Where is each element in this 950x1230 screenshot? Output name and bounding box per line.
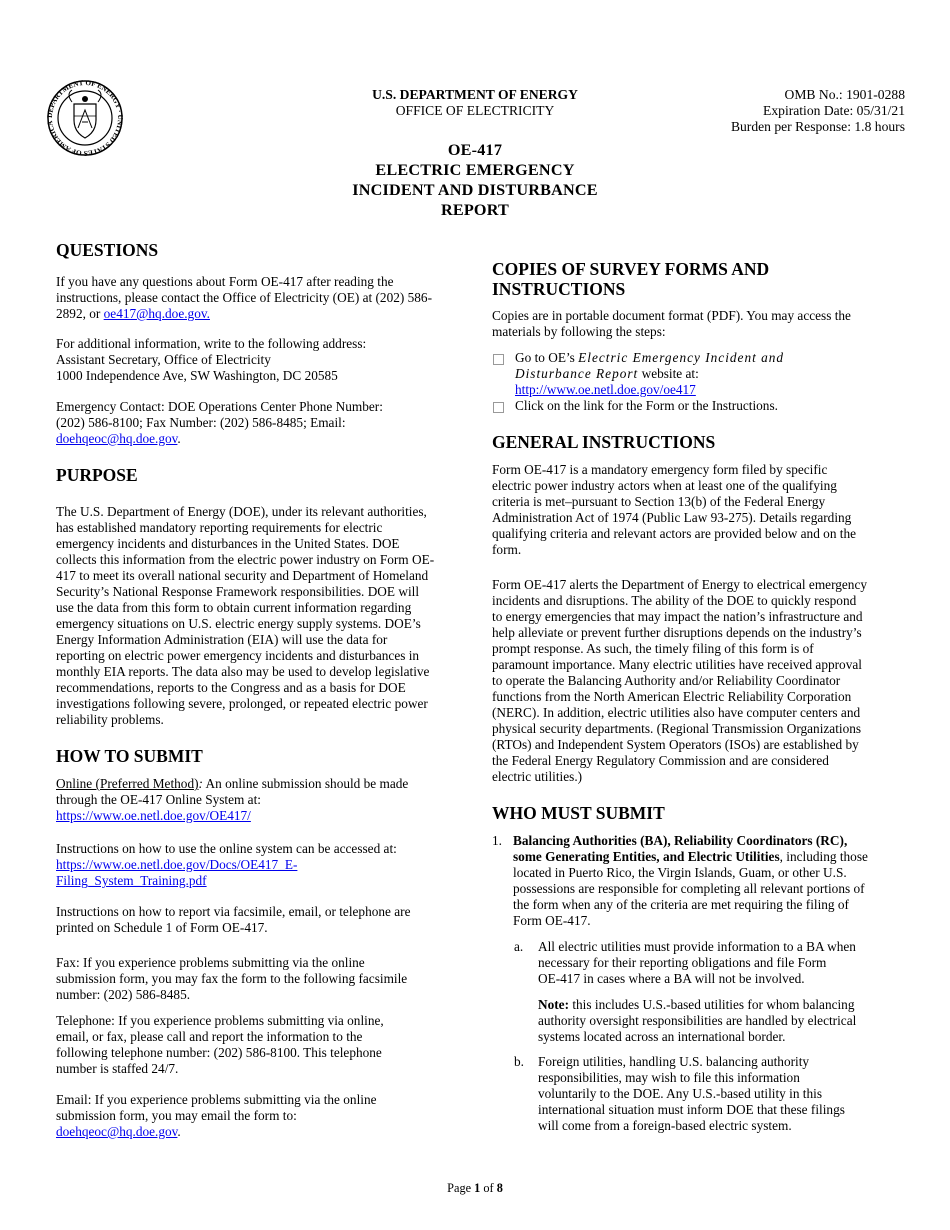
office-name: OFFICE OF ELECTRICITY xyxy=(395,103,555,118)
text-line: Fax: If you experience problems submitting via the online xyxy=(56,955,365,970)
list-number: 1. xyxy=(492,833,502,848)
form-title xyxy=(300,140,650,220)
text-line: number is staffed 24/7. xyxy=(56,1061,179,1076)
doehqeoc-email-link[interactable]: doehqeoc@hq.doe.gov xyxy=(56,431,178,446)
who-sub-item-b xyxy=(514,1054,904,1134)
copies-steps-list xyxy=(492,350,904,414)
header-agency xyxy=(300,87,650,119)
text-line: qualifying criteria and relevant actors are provided below and on the xyxy=(492,526,857,541)
header-omb-info xyxy=(645,87,905,135)
text-line: : xyxy=(198,776,203,791)
general-paragraph-1 xyxy=(492,462,904,558)
online-method-label: Online (Preferred Method) xyxy=(56,776,199,791)
email-paragraph xyxy=(56,1092,466,1140)
text-line: Emergency Contact: DOE Operations Center Phone Number: xyxy=(56,399,383,414)
text-line: 417 to meet its overall national security and Department of Homeland xyxy=(56,568,429,583)
text-line: collects this information from the electric power industry on Form OE- xyxy=(56,552,435,567)
fax-paragraph xyxy=(56,955,466,1003)
list-item xyxy=(492,350,904,398)
text-line: the Federal Energy Regulatory Commission and are considered xyxy=(492,753,829,768)
training-pdf-link[interactable] xyxy=(56,857,466,889)
omb-number: OMB No.: 1901-0288 xyxy=(784,87,905,102)
form-title-line: ELECTRIC EMERGENCY xyxy=(375,161,575,179)
text-line: Foreign utilities, handling U.S. balancing authority xyxy=(538,1054,810,1069)
text-line: emergency situations on U.S. electric energy supply systems. DOE’s xyxy=(56,616,421,631)
text-line: OE-417 in cases where a BA will not be involved. xyxy=(538,971,805,986)
text-line: paramount importance. Many electric utilities have received approval xyxy=(492,657,862,672)
text-line: this includes U.S.-based utilities for whom balancing xyxy=(569,997,855,1012)
text-line: of xyxy=(480,1181,497,1195)
text-line: has established mandatory reporting requirements for electric xyxy=(56,520,383,535)
text-line: necessary for their reporting obligations and file Form xyxy=(538,955,827,970)
list-number: b. xyxy=(514,1054,524,1069)
text-line: Disturbance Report xyxy=(515,366,639,381)
telephone-paragraph xyxy=(56,1013,466,1077)
text-line: international situation must inform DOE that these filings xyxy=(538,1102,845,1117)
oe417-email-link[interactable]: oe417@hq.doe.gov. xyxy=(103,306,210,321)
text-line: instructions, please contact the Office of Electricity (OE) at (202) 586- xyxy=(56,290,432,305)
text-line: Balancing Authorities (BA), Reliability Coordinators (RC), xyxy=(513,833,848,848)
text-line: Go to OE’s xyxy=(515,350,579,365)
text-line: All electric utilities must provide information to a BA when xyxy=(538,939,856,954)
text-line: use the data from this form to obtain current information regarding xyxy=(56,600,412,615)
text-line: https://www.oe.netl.doe.gov/Docs/OE417_E- xyxy=(56,857,298,872)
text-line: Click on the link for the Form or the Instructions. xyxy=(515,398,778,413)
doehqeoc-email-link[interactable]: doehqeoc@hq.doe.gov xyxy=(56,1124,178,1139)
who-sub-item-a xyxy=(514,939,904,987)
seal-text: DEPARTMENT OF ENERGY · UNITED STATES OF AMERICA xyxy=(45,80,125,156)
text-line: Instructions on how to report via facsimile, email, or telephone are xyxy=(56,904,411,919)
text-line: Email: If you experience problems submitting via the online xyxy=(56,1092,377,1107)
list-item xyxy=(492,398,904,414)
text-line: materials by following the steps: xyxy=(492,324,666,339)
text-line: Form OE-417 alerts the Department of Energy to electrical emergency xyxy=(492,577,868,592)
text-line: reliability problems. xyxy=(56,712,164,727)
who-must-submit-heading: WHO MUST SUBMIT xyxy=(492,803,665,823)
text-line: to operate the Balancing Authority and/or Reliability Coordinator xyxy=(492,673,841,688)
text-line: An online submission should be made xyxy=(202,776,409,791)
questions-heading: QUESTIONS xyxy=(56,240,159,260)
text-line: Copies are in portable document format (PDF). You may access the xyxy=(492,308,851,323)
text-line: monthly EIA reports. The data also may be used to develop legislative xyxy=(56,664,430,679)
text-line: 2892, or xyxy=(56,306,104,321)
other-methods-paragraph xyxy=(56,904,466,936)
note-label: Note: xyxy=(538,997,570,1012)
online-submission xyxy=(56,776,466,824)
text-line: (202) 586-8100; Fax Number: (202) 586-8485; Email: xyxy=(56,415,346,430)
text-line: to energy emergencies that may impact the nation’s infrastructure and xyxy=(492,609,863,624)
doe-seal xyxy=(44,80,126,156)
purpose-paragraph xyxy=(56,504,466,728)
text-line: following telephone number: (202) 586-8100. This telephone xyxy=(56,1045,382,1060)
questions-paragraph-1 xyxy=(56,274,466,322)
text-line: Administration Act of 1974 (Public Law 93-275). Details regarding xyxy=(492,510,852,525)
text-line: . xyxy=(177,431,181,446)
text-line: authority oversight responsibilities are handled by electrical xyxy=(538,1013,857,1028)
text-line: number: (202) 586-8485. xyxy=(56,987,191,1002)
list-item xyxy=(492,833,904,929)
text-line: electric power industry actors when at least one of the qualifying xyxy=(492,478,837,493)
copies-heading xyxy=(492,259,904,299)
text-line: The U.S. Department of Energy (DOE), under its relevant authorities, xyxy=(56,504,427,519)
text-line: possessions are responsible for completing all relevant portions of xyxy=(513,881,865,896)
online-instructions xyxy=(56,841,466,889)
text-line: reporting on electric power emergency incidents and disturbances in xyxy=(56,648,420,663)
oe417-online-system-link[interactable]: https://www.oe.netl.doe.gov/OE417/ xyxy=(56,808,251,823)
checkbox-bullet-icon xyxy=(493,402,504,413)
text-line: (RTOs) and Independent System Operators (ISOs) are established by xyxy=(492,737,859,752)
burden-per-response: Burden per Response: 1.8 hours xyxy=(730,119,905,134)
emergency-contact xyxy=(56,399,466,447)
who-note xyxy=(538,997,904,1045)
current-page: 1 xyxy=(474,1181,481,1195)
text-line: emergency incidents and disturbances in the United States. DOE xyxy=(56,536,400,551)
form-title-line: OE-417 xyxy=(447,141,503,159)
text-line: email, or fax, please call and report the information to the xyxy=(56,1029,363,1044)
text-line: through the OE-417 Online System at: xyxy=(56,792,261,807)
form-title-line: INCIDENT AND DISTURBANCE xyxy=(352,181,598,199)
page-number xyxy=(0,1181,950,1196)
department-name: U.S. DEPARTMENT OF ENERGY xyxy=(372,87,578,102)
text-line: criteria is met–pursuant to Section 13(b) of the Federal Energy xyxy=(492,494,826,509)
text-line: COPIES OF SURVEY FORMS AND xyxy=(492,259,770,279)
text-line: form. xyxy=(492,542,522,557)
text-line: located in Puerto Rico, the Virgin Islands, Guam, or other U.S. xyxy=(513,865,847,880)
text-line: will come from a foreign-based electric system. xyxy=(538,1118,792,1133)
text-line: Energy Information Administration (EIA) will use the data for xyxy=(56,632,388,647)
text-line: Electric Emergency Incident and xyxy=(578,350,785,365)
text-line: submission form, you may email the form to: xyxy=(56,1108,297,1123)
copies-paragraph xyxy=(492,308,904,340)
text-line: Form OE-417. xyxy=(513,913,591,928)
text-line: electric utilities.) xyxy=(492,769,583,784)
mailing-address-line: 1000 Independence Ave, SW Washington, DC 20585 xyxy=(56,368,338,383)
how-to-submit-heading: HOW TO SUBMIT xyxy=(56,746,203,766)
text-line: Form OE-417 is a mandatory emergency form filed by specific xyxy=(492,462,828,477)
text-line: . xyxy=(177,1124,181,1139)
text-line: Filing_System_Training.pdf xyxy=(56,873,207,888)
list-number: a. xyxy=(514,939,524,954)
checkbox-bullet-icon xyxy=(493,354,504,365)
text-line: (NERC). In addition, electric utilities also have computer centers and xyxy=(492,705,861,720)
text-line: For additional information, write to the following address: xyxy=(56,336,367,351)
text-line: investigations following severe, prolonged, or repeated electric power xyxy=(56,696,428,711)
text-line: some Generating Entities, and Electric Utilities xyxy=(513,849,780,864)
text-line: website at: xyxy=(638,366,699,381)
who-must-submit-list xyxy=(492,833,904,929)
text-line: prompt response. As such, the timely filing of this form is of xyxy=(492,641,814,656)
text-line: Telephone: If you experience problems submitting via online, xyxy=(56,1013,384,1028)
oe417-website-link[interactable]: http://www.oe.netl.doe.gov/oe417 xyxy=(515,382,696,397)
mailing-address-line: Assistant Secretary, Office of Electricity xyxy=(56,352,271,367)
expiration-date: Expiration Date: 05/31/21 xyxy=(763,103,905,118)
list-item xyxy=(514,1054,904,1134)
text-line: , including those xyxy=(779,849,868,864)
text-line: Instructions on how to use the online system can be accessed at: xyxy=(56,841,397,856)
text-line: the form when any of the criteria are met requiring the filing of xyxy=(513,897,849,912)
text-line: INSTRUCTIONS xyxy=(492,279,626,299)
text-line: incidents and disruptions. The ability of the DOE to quickly respond xyxy=(492,593,857,608)
questions-paragraph-2 xyxy=(56,336,466,384)
text-line: help alleviate or prevent further disruptions depends on the industry’s xyxy=(492,625,862,640)
text-line: Security’s National Response Framework responsibilities. DOE will xyxy=(56,584,420,599)
text-line: responsibilities, may wish to file this information xyxy=(538,1070,800,1085)
text-line: voluntarily to the DOE. Any U.S.-based utility in this xyxy=(538,1086,823,1101)
text-line: printed on Schedule 1 of Form OE-417. xyxy=(56,920,268,935)
text-line: physical security departments. (Regional Transmission Organizations xyxy=(492,721,862,736)
doe-seal-icon xyxy=(44,80,126,156)
text-line: systems located across an international border. xyxy=(538,1029,786,1044)
text-line: submission form, you may fax the form to the following facsimile xyxy=(56,971,408,986)
list-item xyxy=(514,939,904,987)
text-line: functions from the North American Electric Reliability Corporation xyxy=(492,689,852,704)
text-line: If you have any questions about Form OE-417 after reading the xyxy=(56,274,394,289)
total-pages: 8 xyxy=(496,1181,503,1195)
text-line: Page xyxy=(447,1181,475,1195)
purpose-heading: PURPOSE xyxy=(56,465,138,485)
general-instructions-heading: GENERAL INSTRUCTIONS xyxy=(492,432,716,452)
form-title-line: REPORT xyxy=(440,201,510,219)
text-line: recommendations, reports to the Congress and as a basis for DOE xyxy=(56,680,406,695)
general-paragraph-2 xyxy=(492,577,904,785)
